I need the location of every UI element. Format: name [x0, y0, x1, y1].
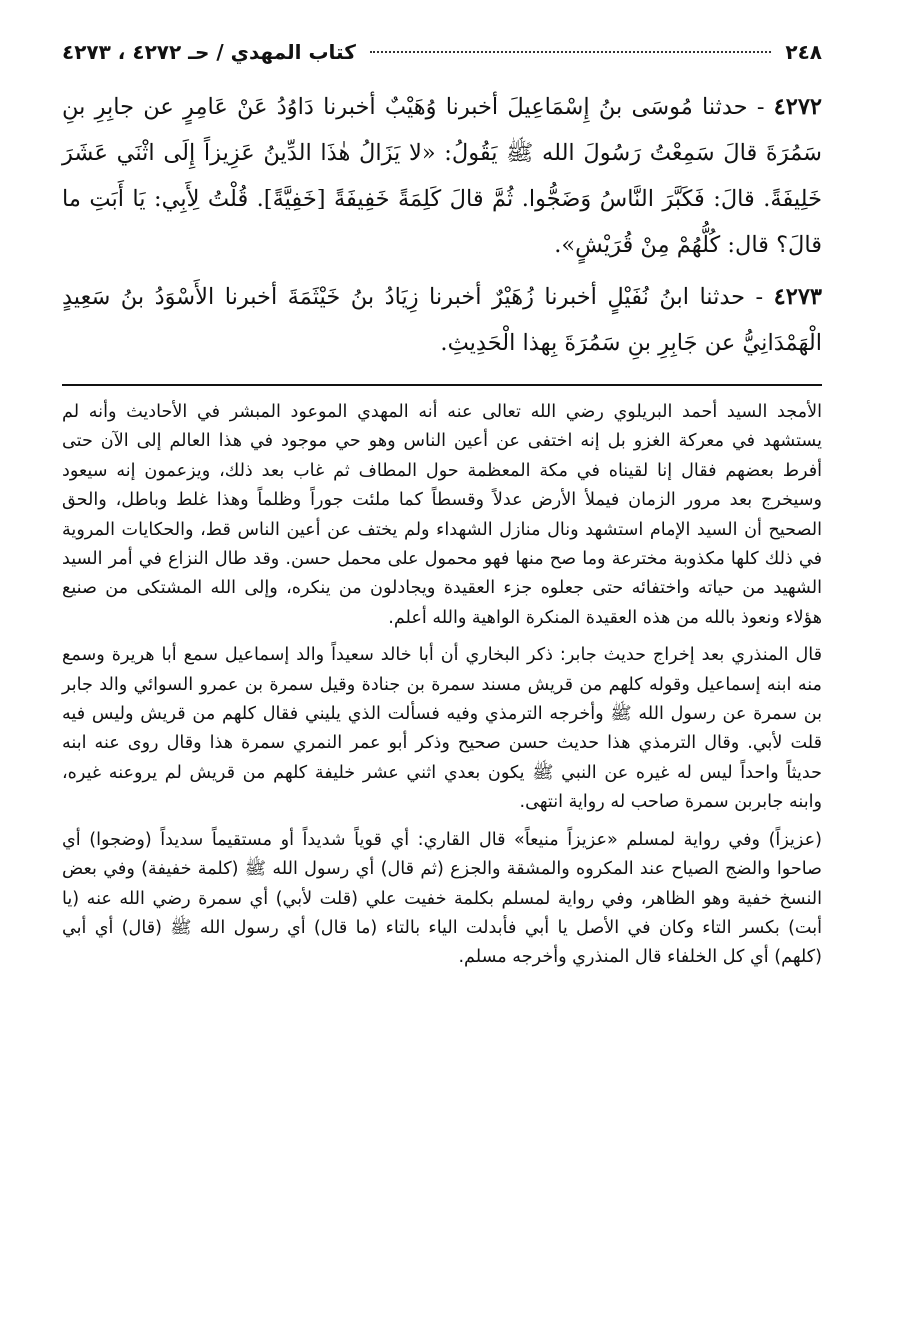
hadith-number: ٤٢٧٢ — [773, 94, 822, 120]
hadith-text: - حدثنا مُوسَى بنُ إِسْمَاعِيلَ أخبرنا وُهَيْبٌ أخبرنا دَاوُدُ عَنْ عَامِرٍ عن جابِرِ بنِ سَمُرَةَ قالَ سَمِعْتُ رَسُولَ الله ﷺ يَقُولُ: «لا يَزَالُ هٰذَا الدِّينُ عَزِيزاً إِلَى اثْنَي عَشَرَ خَلِيفَةً. قالَ: فَكَبَّرَ النَّاسُ وَضَجُّوا. ثُمَّ قالَ كَلِمَةً خَفِيفَةً [خَفِيَّةً]. قُلْتُ لِأَبِي: يَا أَبَتِ ما قالَ؟ قال: كُلُّهُمْ مِنْ قُرَيْشٍ». — [62, 94, 822, 258]
header-dotted-leader — [370, 51, 772, 53]
commentary-paragraph: (عزيزاً) وفي رواية لمسلم «عزيزاً منيعاً» قال القاري: أي قوياً شديداً أو مستقيماً سديداً (وضجوا) أي صاحوا والضج الصياح عند المكروه والمشقة والجزع (ثم قال) أي رسول الله ﷺ (كلمة خفيفة) وفي بعض النسخ خفية وهو الظاهر، وفي رواية لمسلم بكلمة خفيت علي (قلت لأبي) أي سمرة رضي الله عنه (يا أبت) بكسر التاء وكان في الأصل يا أبي فأبدلت الياء بالتاء (ما قال) أي رسول الله ﷺ (قال) أي أبي (كلهم) أي كل الخلفاء قال المنذري وأخرجه مسلم. — [62, 829, 822, 968]
page-number: ٢٤٨ — [785, 40, 822, 64]
hadith-text: - حدثنا ابنُ نُفَيْلٍ أخبرنا زُهَيْرٌ أخبرنا زِيَادُ بنُ خَيْثَمَةَ أخبرنا الأَسْوَدُ بنُ سَعِيدٍ الْهَمْدَانِيُّ عن جَابِرِ بنِ سَمُرَةَ بِهذا الْحَدِيثِ. — [62, 284, 822, 356]
book-page — [62, 40, 822, 981]
hadith-number: ٤٢٧٣ — [773, 284, 822, 310]
page-header — [62, 40, 822, 80]
commentary-paragraph: قال المنذري بعد إخراج حديث جابر: ذكر البخاري أن أبا خالد سعيداً والد إسماعيل سمع أبا هريرة وسمع منه ابنه إسماعيل وقوله كلهم من قريش مسند سمرة بن جنادة وقيل سمرة بن عمرو السوائي والد جابر بن سمرة عن رسول الله ﷺ وأخرجه الترمذي وفيه فسألت الذي يليني فقال كلهم من قريش وليس فيه قلت لأبي. وقال الترمذي هذا حديث حسن صحيح وذكر أبو عمر النمري سمرة هذا وقال روى عنه ابنه حديثاً واحداً ليس له غيره عن النبي ﷺ يكون بعدي اثني عشر خليفة كلهم من قريش لم يروعنه غيره، وابنه جابربن سمرة صاحب له رواية انتهى. — [62, 645, 822, 813]
running-title: كتاب المهدي / حـ ٤٢٧٢ ، ٤٢٧٣ — [62, 40, 356, 64]
footnote-separator — [62, 384, 822, 386]
commentary — [62, 398, 822, 973]
commentary-paragraph: الأمجد السيد أحمد البريلوي رضي الله تعالى عنه أنه المهدي الموعود المبشر في الأحاديث وأنه لم يستشهد في معركة الغزو بل إنه اختفى عن أعين الناس وهو حي موجود في هذا العالم إلى الآن حتى أفرط بعضهم فقال إنا لقيناه في مكة المعظمة حول المطاف ثم غاب بعد ذلك، ويزعمون إنه سيعود وسيخرج بعد مرور الزمان فيملأ الأرض عدلاً وقسطاً كما ملئت جوراً وظلماً وهذا غلط وباطل، والحق الصحيح أن السيد الإمام استشهد ونال منازل الشهداء ولم يختف عن أعين الناس قط، والحكايات المروية في ذلك كلها مكذوبة مخترعة وما صح منها فهو محمول على محمل حسن. وقد طال النزاع في أمر السيد الشهيد من حياته واختفائه حتى جعلوه جزء العقيدة ويجادلون من ينكره، وإلى الله المشتكى من صنيع هؤلاء ونعوذ بالله من هذه العقيدة المنكرة الواهية والله أعلم. — [62, 402, 822, 628]
hadith-4272 — [62, 84, 822, 268]
hadith-4273 — [62, 274, 822, 366]
